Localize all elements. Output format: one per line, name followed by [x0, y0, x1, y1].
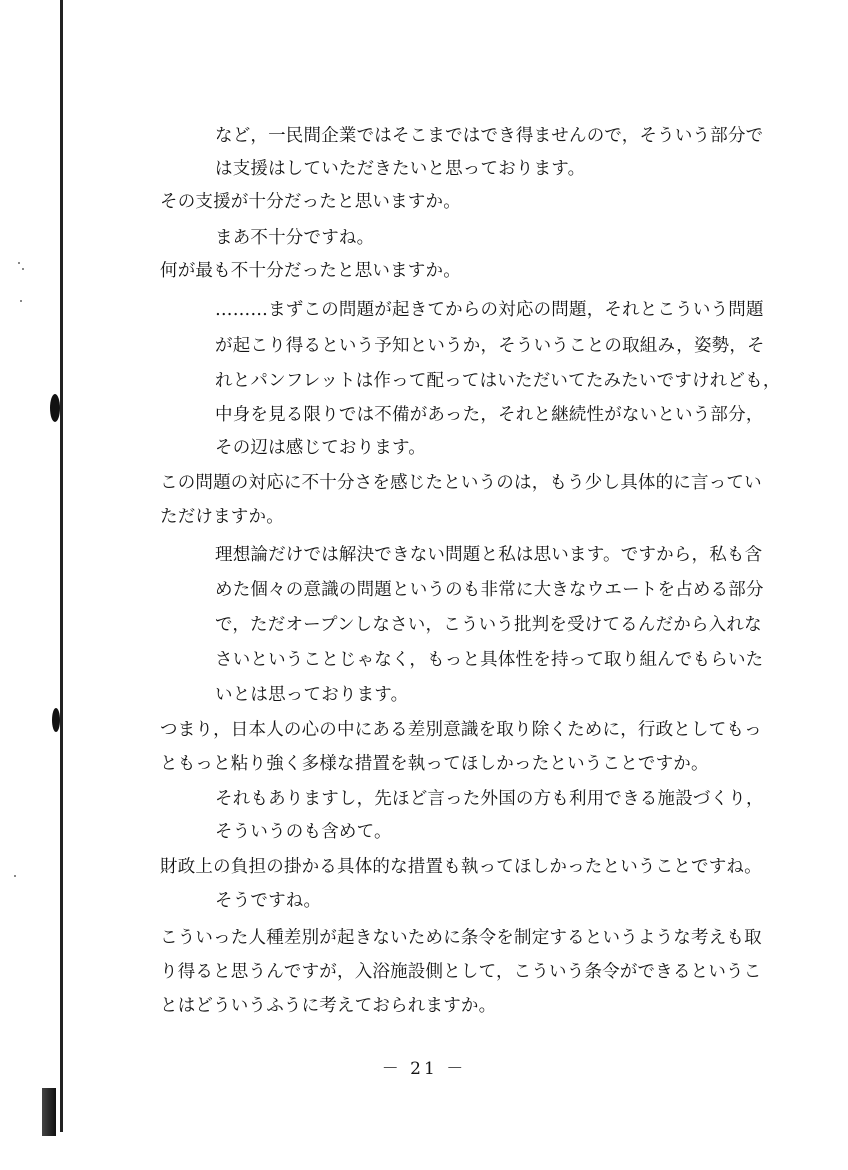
scan-speck — [20, 300, 22, 302]
scan-speck — [14, 875, 16, 877]
question-line: ともっと粘り強く多様な措置を執ってほしかったということですか。 — [160, 754, 709, 774]
answer-line: が起こり得るという予知というか，そういうことの取組み，姿勢，そ — [215, 336, 765, 356]
binding-hole-mark — [52, 708, 60, 732]
answer-line: さいということじゃなく，もっと具体性を持って取り組んでもらいた — [215, 650, 764, 670]
page-number: － 21 － — [381, 1059, 467, 1079]
scan-speck — [18, 262, 20, 264]
question-line: 財政上の負担の掛かる具体的な措置も執ってほしかったということですね。 — [160, 857, 762, 877]
question-line: 何が最も不十分だったと思いますか。 — [160, 261, 461, 281]
answer-line: いとは思っております。 — [215, 685, 409, 705]
answer-line: その辺は感じております。 — [215, 438, 426, 458]
question-line: この問題の対応に不十分さを感じたというのは，もう少し具体的に言ってい — [160, 473, 762, 493]
answer-line: まあ不十分ですね。 — [215, 228, 375, 248]
answer-line: など，一民間企業ではそこまではでき得ませんので，そういう部分で — [215, 126, 764, 146]
question-line: とはどういうふうに考えておられますか。 — [160, 996, 497, 1016]
question-line: つまり，日本人の心の中にある差別意識を取り除くために，行政としてもっ — [160, 720, 762, 740]
question-line: り得ると思うんですが，入浴施設側として，こういう条令ができるというこ — [160, 962, 762, 982]
answer-line: そうですね。 — [215, 891, 322, 911]
answer-line: は支援はしていただきたいと思っております。 — [215, 159, 586, 179]
answer-line: ………まずこの問題が起きてからの対応の問題，それとこういう問題 — [215, 300, 764, 320]
binding-edge — [60, 0, 63, 1132]
answer-line: それもありますし，先ほど言った外国の方も利用できる施設づくり， — [215, 789, 764, 809]
answer-line: そういうのも含めて。 — [215, 822, 392, 842]
binding-shadow — [42, 1088, 56, 1136]
question-line: ただけますか。 — [160, 507, 284, 527]
scan-speck — [22, 268, 24, 270]
answer-line: 中身を見る限りでは不備があった，それと継続性がないという部分， — [215, 405, 764, 425]
binding-hole-mark — [50, 394, 60, 422]
answer-line: めた個々の意識の問題というのも非常に大きなウエートを占める部分 — [215, 580, 764, 600]
question-line: その支援が十分だったと思いますか。 — [160, 192, 461, 212]
answer-line: 理想論だけでは解決できない問題と私は思います。ですから，私も含 — [215, 545, 763, 565]
answer-line: で，ただオープンしなさい，こういう批判を受けてるんだから入れな — [215, 615, 762, 635]
answer-line: れとパンフレットは作って配ってはいただいてたみたいですけれども， — [215, 371, 781, 391]
question-line: こういった人種差別が起きないために条令を制定するというような考えも取 — [160, 928, 762, 948]
